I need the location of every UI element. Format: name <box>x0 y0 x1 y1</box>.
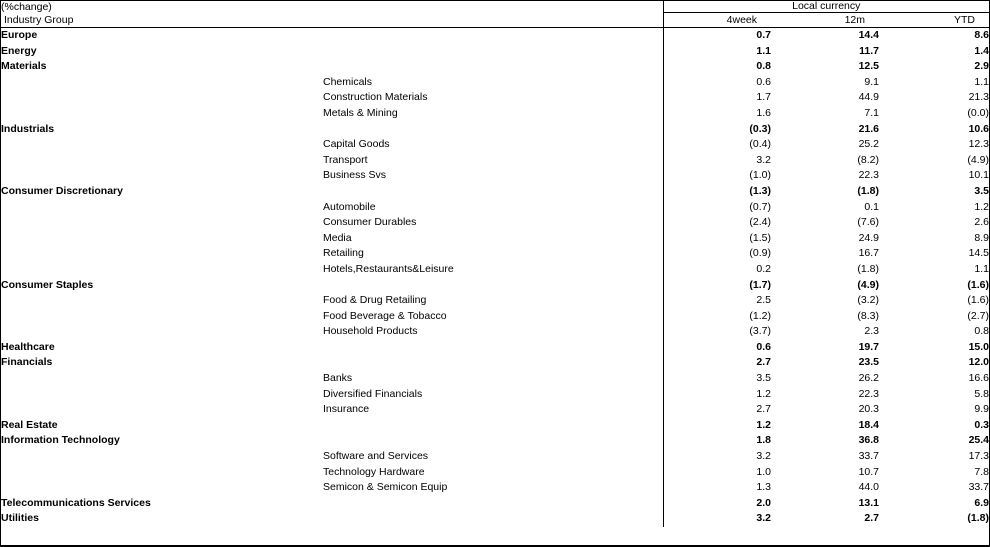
value-ytd-cell: 21.3 <box>968 91 990 104</box>
value-ytd-cell: 25.4 <box>968 434 990 447</box>
value-4week-cell: 1.1 <box>663 44 771 60</box>
sub-industry-cell: Household Products <box>323 325 418 338</box>
sub-industry-cell: Metals & Mining <box>323 106 398 119</box>
value-ytd-cell: 0.8 <box>974 325 990 338</box>
value-12m-cell: (8.3) <box>857 309 879 322</box>
value-12m-cell: 18.4 <box>858 418 879 431</box>
value-4week-cell: (1.2) <box>663 309 771 325</box>
value-4week-cell: 2.7 <box>663 402 771 418</box>
industry-group-cell: Materials <box>1 60 47 73</box>
sub-industry-cell: Transport <box>323 153 368 166</box>
sub-industry-cell: Media <box>323 231 352 244</box>
value-4week-cell: (0.9) <box>663 246 771 262</box>
sub-industry-cell: Banks <box>323 372 353 385</box>
industry-group-cell <box>1 262 323 278</box>
value-ytd-cell: 1.2 <box>974 200 990 213</box>
value-4week-cell: (0.4) <box>663 137 771 153</box>
industry-group-cell <box>1 246 323 262</box>
industry-group-performance-table <box>1 1 989 527</box>
value-12m-cell: (4.9) <box>857 278 879 291</box>
table-row <box>1 90 989 106</box>
industry-group-cell: Europe <box>1 29 38 41</box>
value-4week-cell: (3.7) <box>663 324 771 340</box>
value-ytd-cell: 12.3 <box>968 138 990 151</box>
table-row <box>1 340 989 356</box>
industry-group-cell <box>1 153 323 169</box>
table-row <box>1 215 989 231</box>
value-ytd-cell: (4.9) <box>967 153 990 166</box>
table-row <box>1 137 989 153</box>
sub-industry-cell: Construction Materials <box>323 91 428 104</box>
value-ytd-cell: 9.9 <box>974 403 990 416</box>
table-row <box>1 44 989 60</box>
value-4week-cell: 0.8 <box>663 59 771 75</box>
industry-group-cell <box>1 402 323 418</box>
sub-industry-cell: Insurance <box>323 403 370 416</box>
industry-group-cell <box>1 106 323 122</box>
sub-industry-cell: Food Beverage & Tobacco <box>323 309 447 322</box>
value-12m-cell: 0.1 <box>864 200 879 213</box>
value-12m-cell: 12.5 <box>858 60 879 73</box>
table-row <box>1 324 989 340</box>
value-ytd-cell: 12.0 <box>968 356 990 369</box>
sub-industry-cell: Technology Hardware <box>323 465 425 478</box>
value-4week-cell: (0.3) <box>663 122 771 138</box>
value-4week-cell: 3.5 <box>663 371 771 387</box>
table-row <box>1 465 989 481</box>
value-12m-cell: 33.7 <box>858 450 879 463</box>
industry-group-cell: Utilities <box>1 512 39 525</box>
value-12m-cell: (7.6) <box>857 216 879 229</box>
table-row <box>1 496 989 512</box>
industry-group-cell <box>1 231 323 247</box>
table-row <box>1 402 989 418</box>
industry-group-cell <box>1 293 323 309</box>
table-row <box>1 309 989 325</box>
value-12m-cell: 7.1 <box>864 106 879 119</box>
value-4week-cell: 1.3 <box>663 480 771 496</box>
value-12m-cell: 44.0 <box>858 481 879 494</box>
industry-group-cell <box>1 200 323 216</box>
value-4week-cell: 3.2 <box>663 511 771 527</box>
value-ytd-cell: 2.9 <box>974 60 990 73</box>
value-4week-cell: 1.6 <box>663 106 771 122</box>
sub-industry-cell: Retailing <box>323 247 364 260</box>
industry-group-cell <box>1 324 323 340</box>
value-12m-cell: 19.7 <box>858 340 879 353</box>
sub-industry-cell <box>323 511 663 527</box>
value-12m-cell: 11.7 <box>859 44 879 57</box>
industry-group-cell: Real Estate <box>1 418 58 431</box>
value-ytd-cell: 0.3 <box>974 418 990 431</box>
column-header-ytd: YTD <box>879 13 989 28</box>
industry-group-cell <box>1 309 323 325</box>
industry-group-cell <box>1 465 323 481</box>
value-12m-cell: 13.1 <box>858 496 879 509</box>
value-12m-cell: 24.9 <box>858 231 879 244</box>
table-row <box>1 433 989 449</box>
table-header-row-top <box>1 1 989 13</box>
table-row <box>1 59 989 75</box>
value-12m-cell: (8.2) <box>857 153 879 166</box>
column-header-12m: 12m <box>771 13 879 28</box>
value-12m-cell: 44.9 <box>858 91 879 104</box>
table-row <box>1 231 989 247</box>
value-12m-cell: 21.6 <box>858 122 879 135</box>
value-4week-cell: 1.0 <box>663 465 771 481</box>
sub-industry-cell <box>323 28 663 44</box>
value-4week-cell: (1.3) <box>663 184 771 200</box>
sub-industry-cell <box>323 122 663 138</box>
table-row <box>1 480 989 496</box>
industry-group-cell: Financials <box>1 356 53 369</box>
industry-group-cell: Consumer Staples <box>1 278 94 291</box>
value-12m-cell: 10.7 <box>858 465 879 478</box>
value-ytd-cell: (0.0) <box>967 106 990 119</box>
value-12m-cell: (1.8) <box>857 184 879 197</box>
value-ytd-cell: (1.6) <box>967 294 990 307</box>
sub-industry-cell <box>323 278 663 294</box>
sub-industry-cell: Food & Drug Retailing <box>323 294 427 307</box>
value-12m-cell: 22.3 <box>858 169 879 182</box>
value-ytd-cell: 15.0 <box>968 340 990 353</box>
value-12m-cell: 9.1 <box>864 75 879 88</box>
industry-group-cell: Telecommunications Services <box>1 496 151 509</box>
table-row <box>1 246 989 262</box>
value-4week-cell: 2.7 <box>663 355 771 371</box>
value-12m-cell: 36.8 <box>858 434 879 447</box>
value-12m-cell: 2.3 <box>864 325 879 338</box>
value-4week-cell: 3.2 <box>663 153 771 169</box>
value-ytd-cell: 3.5 <box>974 184 990 197</box>
value-12m-cell: 14.4 <box>858 29 879 41</box>
value-4week-cell: 2.0 <box>663 496 771 512</box>
table-row <box>1 200 989 216</box>
value-4week-cell: (2.4) <box>663 215 771 231</box>
sub-industry-cell: Hotels,Restaurants&Leisure <box>323 262 454 275</box>
industry-group-header: Industry Group <box>1 13 663 28</box>
value-4week-cell: (1.7) <box>663 278 771 294</box>
value-ytd-cell: 8.6 <box>974 29 990 41</box>
value-ytd-cell: 1.1 <box>974 262 990 275</box>
table-row <box>1 184 989 200</box>
value-4week-cell: 0.2 <box>663 262 771 278</box>
value-ytd-cell: 1.1 <box>974 75 990 88</box>
industry-group-cell: Consumer Discretionary <box>1 184 123 197</box>
value-4week-cell: 1.8 <box>663 433 771 449</box>
sub-industry-cell: Chemicals <box>323 75 373 88</box>
value-4week-cell: 1.2 <box>663 387 771 403</box>
sub-industry-cell: Business Svs <box>323 169 387 182</box>
value-4week-cell: (0.7) <box>663 200 771 216</box>
table-row <box>1 153 989 169</box>
value-4week-cell: 0.6 <box>663 75 771 91</box>
value-12m-cell: 22.3 <box>858 387 879 400</box>
table-body <box>1 1 989 527</box>
column-header-4week: 4week <box>663 13 771 28</box>
value-ytd-cell: (1.6) <box>967 278 990 291</box>
pct-change-label: (%change) <box>1 1 52 13</box>
value-ytd-cell: (2.7) <box>967 309 990 322</box>
table-row <box>1 168 989 184</box>
table-row <box>1 262 989 278</box>
industry-group-cell <box>1 168 323 184</box>
table-row <box>1 418 989 434</box>
sub-industry-cell: Automobile <box>323 200 376 213</box>
industry-group-cell <box>1 449 323 465</box>
value-4week-cell: (1.5) <box>663 231 771 247</box>
value-4week-cell: 0.7 <box>663 28 771 44</box>
sub-industry-cell: Semicon & Semicon Equip <box>323 481 448 494</box>
sub-industry-cell <box>323 496 663 512</box>
value-ytd-cell: 6.9 <box>974 496 990 509</box>
table-row <box>1 355 989 371</box>
industry-group-cell <box>1 75 323 91</box>
value-12m-cell: 16.7 <box>858 247 879 260</box>
sub-industry-cell <box>323 433 663 449</box>
local-currency-label: Local currency <box>663 1 989 13</box>
sub-industry-cell <box>323 340 663 356</box>
industry-group-cell: Energy <box>1 44 37 57</box>
table-row <box>1 75 989 91</box>
table-row <box>1 387 989 403</box>
value-ytd-cell: 14.5 <box>968 247 990 260</box>
industry-group-cell: Healthcare <box>1 340 55 353</box>
table-row <box>1 449 989 465</box>
table-row <box>1 371 989 387</box>
value-ytd-cell: 10.6 <box>968 122 990 135</box>
industry-group-cell <box>1 387 323 403</box>
value-12m-cell: 23.5 <box>858 356 879 369</box>
value-ytd-cell: 8.9 <box>974 231 990 244</box>
sub-industry-cell: Diversified Financials <box>323 387 423 400</box>
value-ytd-cell: (1.8) <box>967 512 990 525</box>
sub-industry-cell <box>323 44 663 60</box>
value-4week-cell: (1.0) <box>663 168 771 184</box>
industry-group-cell <box>1 90 323 106</box>
industry-group-cell: Information Technology <box>1 434 120 447</box>
sub-industry-cell <box>323 418 663 434</box>
table-row <box>1 293 989 309</box>
sub-industry-cell: Software and Services <box>323 450 429 463</box>
value-4week-cell: 2.5 <box>663 293 771 309</box>
value-12m-cell: (3.2) <box>857 294 879 307</box>
value-ytd-cell: 17.3 <box>968 450 990 463</box>
industry-group-cell <box>1 137 323 153</box>
table-row <box>1 278 989 294</box>
table-header-row-columns <box>1 13 989 28</box>
sub-industry-cell <box>323 184 663 200</box>
table-row <box>1 28 989 44</box>
value-ytd-cell: 5.8 <box>974 387 990 400</box>
table-bottom-rule <box>1 545 989 546</box>
sub-industry-cell: Consumer Durables <box>323 216 417 229</box>
value-ytd-cell: 10.1 <box>968 169 990 182</box>
table-row <box>1 106 989 122</box>
sub-industry-cell <box>323 355 663 371</box>
value-4week-cell: 1.2 <box>663 418 771 434</box>
value-12m-cell: 25.2 <box>858 138 879 151</box>
value-4week-cell: 1.7 <box>663 90 771 106</box>
value-ytd-cell: 2.6 <box>974 216 990 229</box>
industry-group-cell <box>1 371 323 387</box>
sub-industry-cell: Capital Goods <box>323 138 390 151</box>
value-ytd-cell: 1.4 <box>974 44 990 57</box>
table-row <box>1 122 989 138</box>
value-ytd-cell: 7.8 <box>974 465 990 478</box>
industry-group-cell: Industrials <box>1 122 55 135</box>
sub-industry-cell <box>323 59 663 75</box>
industry-group-cell <box>1 215 323 231</box>
table-row <box>1 511 989 527</box>
value-4week-cell: 3.2 <box>663 449 771 465</box>
industry-group-cell <box>1 480 323 496</box>
value-ytd-cell: 16.6 <box>968 372 990 385</box>
value-12m-cell: 20.3 <box>858 403 879 416</box>
value-ytd-cell: 33.7 <box>968 481 990 494</box>
value-4week-cell: 0.6 <box>663 340 771 356</box>
value-12m-cell: 2.7 <box>864 512 879 525</box>
value-12m-cell: 26.2 <box>858 372 879 385</box>
value-12m-cell: (1.8) <box>857 262 879 275</box>
